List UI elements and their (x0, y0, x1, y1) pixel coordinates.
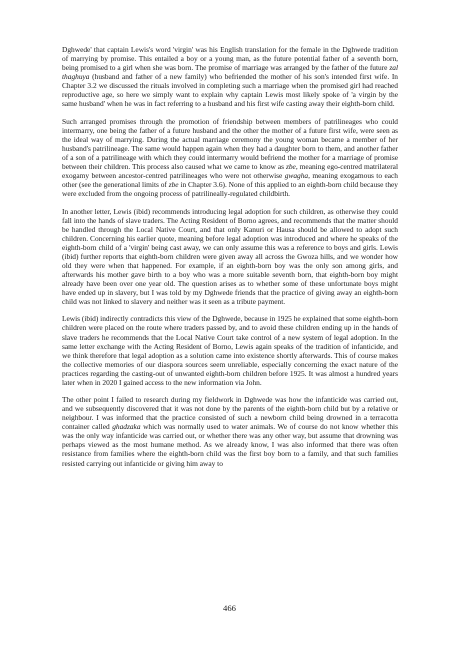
text-run: which was normally used to water animals. We of course do not know whether this was the only way infanticide was carried out, or whether there was any other way, but assume that drowning was perhaps viewed as the most humane method. As we already know, I was also informed that there was often resistance from families where the eighth-born child was the first boy born to a family, and that such families resisted carrying out infanticide or giving him away to (62, 422, 398, 468)
text-run: Such arranged promises through the promotion of friendship between members of patrilineages who could intermarry, one being the father of a future husband and the other the mother of a future first wife, were seen as the ideal way of marrying. During the actual marriage ceremony the young woman became a member of her husband's patrilineage. The same would happen again when they had a daughter born to them, and another father of a son of a patrilineage with which they could intermarry would befriend the mother for a marriage of promise between their children. This process also caused what we came to know as (62, 116, 398, 171)
paragraph (62, 117, 398, 198)
text-run: In another letter, Lewis (ibid) recommends introducing legal adoption for such children, as otherwise they could fall into the hands of slave traders. The Acting Resident of Borno agrees, and recommends that the matter should be handled through the Local Native Court, and that only Kanuri or Hausa should be allowed to adopt such children. Concerning his earlier quote, meaning before legal adoption was introduced and where he speaks of the eighth-born child of a 'virgin' being cast away, we can only assume this was a reference to boys and girls. Lewis (ibid) further reports that eighth-born children were given away all across the Gwoza hills, and we wonder how old they were when that happened. For example, if an eighth-born boy was the only son among girls, and afterwards his mother gave birth to a boy who was a more suitable seventh born, that eighth-born boy might already have been over one year old. The question arises as to whether some of these unfortunate boys might have ended up in slavery, but I was told by my Dghwede friends that the practice of giving away an eighth-born child was not linked to slavery and neither was it seen as a tribute payment. (62, 206, 398, 306)
text-run: , meaning ego-centred matrilateral exogamy between ancestor-centred patrilineages who were not otherwise (62, 161, 398, 180)
italic-term: gwagha (284, 171, 309, 180)
paragraph (62, 314, 398, 386)
paragraph (62, 207, 398, 307)
text-run: Dghwede' that captain Lewis's word 'virgin' was his English translation for the female in the Dghwede tradition of marrying by promise. This entailed a boy or a young man, as the future potential father of a seventh born, being promised to a girl when she was born. The promise of marriage was arranged by the father of the future (62, 45, 398, 73)
document-body (62, 45, 398, 476)
text-run: in Chapter 3.6). None of this applied to an eighth-born child because they were excluded from the ongoing process of patrilineally-regulated childbirth. (62, 180, 399, 199)
paragraph (62, 395, 398, 467)
italic-term: zbe (285, 161, 296, 171)
text-run: Lewis (ibid) indirectly contradicts this view of the Dghwede, because in 1925 he explained that some eighth-born children were placed on the route where traders passed by, and to avoid these children ending up in the hands of slave traders he recommends that the Local Native Court take control of a new system of legal adoption. In the same letter exchange with the Acting Resident of Borno, Lewis again speaks of the tradition of infanticide, and we think therefore that legal adoption as a solution came into existence shortly afterwards. This of course makes the collective memories of our diaspora sources seem unreliable, especially concerning the exact nature of the practices regarding the casting-out of unwanted eighth-born children before 1925. It was almost a hundred years later when in 2020 I gained access to the new information via John. (62, 314, 398, 387)
italic-term: ghadzaka (112, 422, 141, 432)
text-run: (husband and father of a new family) who befriended the mother of his son's intended first wife. In Chapter 3.2 we discussed the rituals involved in completing such a marriage when the promised girl had reached reproductive age, so here we simply want to explain why captain Lewis most likely spoke of 'a virgin by the same husband' when he was in fact referring to a husband and his first wife casting away their eighth-born child. (62, 72, 398, 109)
italic-term: zal thaghuya (62, 63, 398, 82)
text-run: , meaning exogamous to each other (see the generational limits of (62, 171, 398, 190)
italic-term: zbe (168, 180, 179, 190)
text-run: The other point I failed to research during my fieldwork in Dghwede was how the infanticide was carried out, and we subsequently discovered that it was not done by the parents of the eighth-born child but by a relative or neighbour. I was informed that the practice consisted of such a newborn child being drowned in a terracotta container called (62, 395, 398, 432)
page-number: 466 (223, 603, 236, 613)
paragraph (62, 45, 398, 108)
